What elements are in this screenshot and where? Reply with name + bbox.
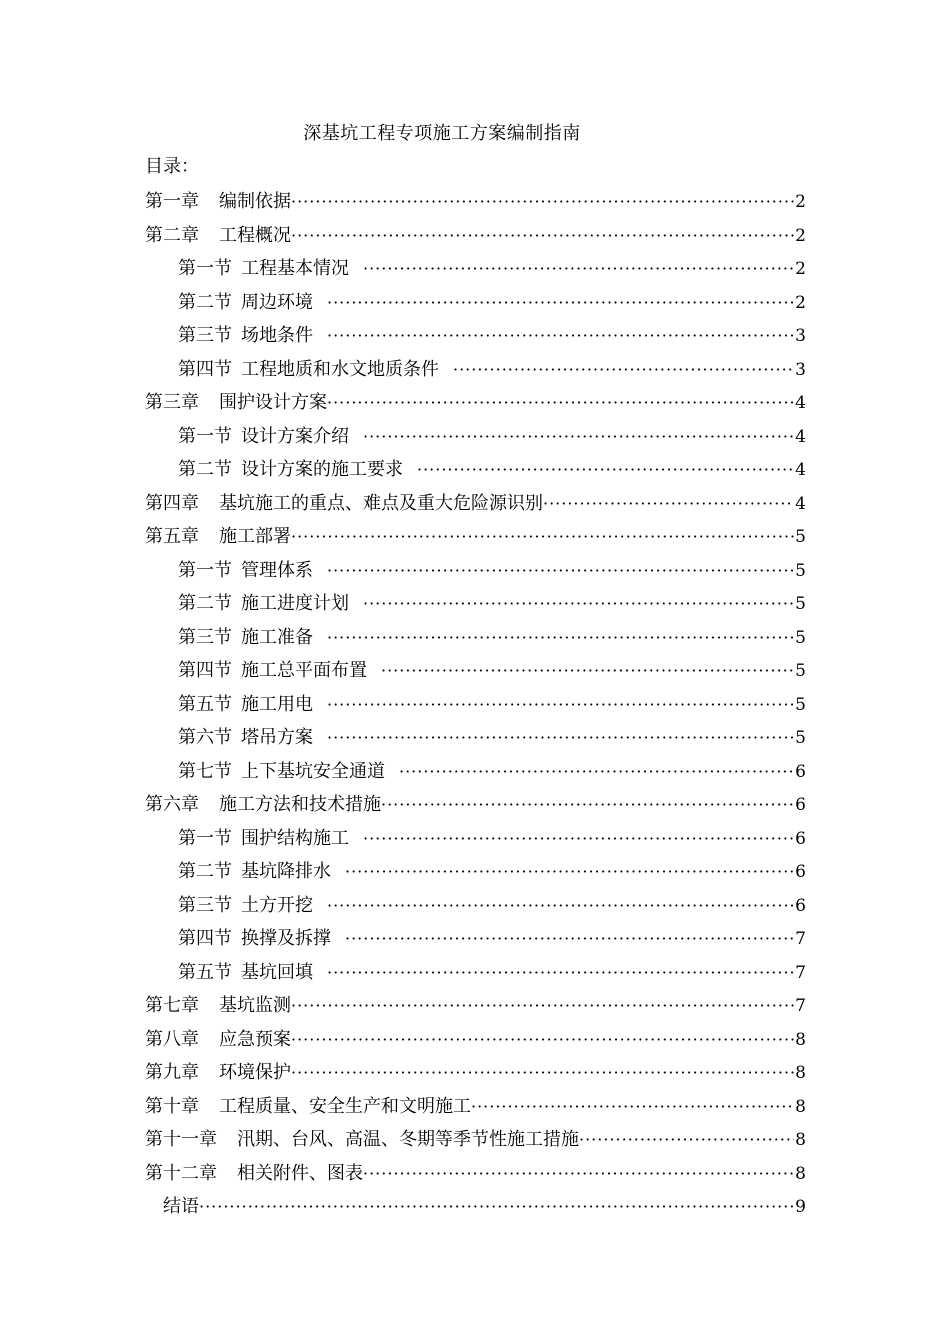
toc-entry-label — [178, 822, 363, 856]
toc-entry-title: 基坑施工的重点、难点及重大危险源识别 — [219, 492, 543, 514]
toc-dot-leader — [327, 956, 794, 990]
toc-entry-page-number: 8 — [795, 1063, 806, 1083]
toc-entry-page-number: 5 — [795, 527, 806, 547]
toc-entry-label — [145, 219, 291, 253]
toc-entry-label — [178, 855, 345, 889]
toc-entry-number: 第五节 — [178, 693, 232, 715]
toc-entry-page-number: 7 — [795, 929, 806, 949]
toc-entry-section[interactable] — [145, 822, 806, 856]
toc-entry-label — [178, 420, 363, 454]
toc-entry-number: 第五章 — [145, 526, 199, 547]
toc-entry-label — [178, 286, 327, 320]
toc-entry-title: 工程概况 — [219, 224, 291, 246]
toc-dot-leader — [327, 319, 794, 353]
toc-dot-leader — [399, 755, 794, 789]
toc-entry-title: 施工部署 — [219, 526, 291, 547]
toc-dot-leader — [327, 688, 794, 722]
toc-entry-label — [178, 721, 327, 755]
toc-entry-title: 编制依据 — [219, 191, 291, 212]
toc-entry-label — [178, 252, 363, 286]
toc-entry-section[interactable] — [145, 319, 806, 353]
toc-entry-section[interactable] — [145, 587, 806, 621]
toc-entry-page-number: 5 — [795, 627, 806, 648]
toc-entry-chapter[interactable] — [145, 487, 806, 521]
toc-entry-number: 第十一章 — [145, 1129, 217, 1150]
toc-entry-label — [178, 621, 327, 655]
toc-entry-section[interactable] — [145, 286, 806, 320]
toc-entry-page-number: 6 — [795, 761, 806, 782]
toc-dot-leader — [327, 889, 794, 923]
table-of-contents — [145, 185, 806, 1224]
toc-entry-title: 设计方案介绍 — [241, 425, 349, 447]
toc-dot-leader — [363, 587, 794, 621]
toc-entry-page-number: 8 — [795, 1163, 806, 1184]
toc-dot-leader — [453, 353, 794, 387]
toc-entry-label — [145, 1157, 363, 1191]
toc-entry-page-number: 4 — [795, 393, 806, 413]
toc-entry-section[interactable] — [145, 956, 806, 990]
toc-entry-label — [178, 654, 381, 688]
toc-entry-label — [145, 1023, 291, 1057]
toc-entry-number: 第一节 — [178, 827, 232, 849]
toc-entry-label — [145, 1123, 579, 1157]
toc-entry-section[interactable] — [145, 922, 806, 956]
toc-entry-label — [178, 453, 417, 487]
toc-dot-leader — [327, 721, 794, 755]
toc-entry-number: 第一章 — [145, 191, 199, 212]
toc-entry-section[interactable] — [145, 420, 806, 454]
toc-entry-title: 管理体系 — [241, 559, 313, 581]
toc-entry-chapter[interactable] — [145, 386, 806, 420]
toc-entry-page-number: 2 — [795, 225, 806, 246]
toc-dot-leader — [471, 1090, 794, 1124]
toc-dot-leader — [327, 386, 794, 420]
toc-entry-label — [145, 989, 291, 1023]
toc-entry-number: 第八章 — [145, 1028, 199, 1050]
toc-entry-number: 第五节 — [178, 961, 232, 983]
toc-entry-title: 基坑监测 — [219, 995, 291, 1016]
toc-entry-chapter[interactable] — [145, 989, 806, 1023]
toc-dot-leader — [579, 1123, 794, 1157]
toc-entry-page-number: 8 — [795, 1130, 806, 1150]
toc-entry-section[interactable] — [145, 654, 806, 688]
toc-entry-page-number: 5 — [795, 560, 806, 581]
toc-entry-number: 第四节 — [178, 928, 232, 949]
toc-entry-title: 环境保护 — [219, 1062, 291, 1083]
toc-entry-page-number: 2 — [795, 292, 806, 313]
toc-entry-number: 第一节 — [178, 258, 232, 279]
toc-entry-number: 第十章 — [145, 1095, 199, 1117]
toc-dot-leader — [345, 922, 794, 956]
toc-entry-number: 第六节 — [178, 727, 232, 748]
toc-entry-number: 第四节 — [178, 358, 232, 380]
toc-entry-label — [145, 788, 381, 822]
toc-entry-title: 汛期、台风、高温、冬期等季节性施工措施 — [237, 1129, 579, 1150]
toc-entry-title: 围护设计方案 — [219, 392, 327, 413]
toc-entry-number: 第二节 — [178, 861, 232, 882]
toc-entry-page-number: 3 — [795, 359, 806, 380]
toc-entry-number: 第三章 — [145, 392, 199, 413]
toc-entry-label — [178, 353, 453, 387]
toc-entry-number: 第七节 — [178, 760, 232, 782]
toc-entry-page-number: 5 — [795, 661, 806, 681]
toc-entry-section[interactable] — [145, 755, 806, 789]
toc-entry-title: 周边环境 — [241, 291, 313, 313]
toc-entry-chapter[interactable] — [145, 788, 806, 822]
toc-entry-title: 施工方法和技术措施 — [219, 794, 381, 815]
toc-entry-number: 第七章 — [145, 995, 199, 1016]
toc-dot-leader — [543, 487, 794, 521]
toc-entry-label — [163, 1190, 199, 1224]
toc-entry-number: 第六章 — [145, 794, 199, 815]
document-title: 深基坑工程专项施工方案编制指南 — [303, 123, 581, 144]
toc-entry-label — [145, 1090, 471, 1124]
toc-dot-leader — [363, 1157, 794, 1191]
toc-entry-label — [178, 587, 363, 621]
toc-entry-page-number: 2 — [795, 192, 806, 212]
toc-dot-leader — [417, 453, 794, 487]
toc-entry-page-number: 7 — [795, 996, 806, 1016]
toc-entry-ending[interactable] — [145, 1190, 806, 1224]
toc-entry-number: 第二节 — [178, 459, 232, 480]
toc-entry-chapter[interactable] — [145, 1056, 806, 1090]
toc-entry-section[interactable] — [145, 621, 806, 655]
toc-dot-leader — [327, 554, 794, 588]
toc-entry-page-number: 8 — [795, 1096, 806, 1117]
toc-entry-page-number: 6 — [795, 862, 806, 882]
toc-entry-section[interactable] — [145, 453, 806, 487]
toc-entry-title: 土方开挖 — [241, 894, 313, 916]
toc-entry-title: 设计方案的施工要求 — [241, 459, 403, 480]
toc-entry-section[interactable] — [145, 688, 806, 722]
toc-entry-section[interactable] — [145, 554, 806, 588]
toc-entry-label — [178, 688, 327, 722]
toc-entry-title: 施工总平面布置 — [241, 660, 367, 681]
toc-entry-label — [178, 922, 345, 956]
toc-entry-section[interactable] — [145, 855, 806, 889]
toc-dot-leader — [381, 788, 794, 822]
toc-entry-page-number: 4 — [795, 426, 806, 447]
toc-entry-page-number: 4 — [795, 493, 806, 514]
toc-dot-leader — [291, 219, 794, 253]
toc-entry-title: 基坑回填 — [241, 961, 313, 983]
toc-entry-title: 工程基本情况 — [241, 258, 349, 279]
toc-entry-label — [178, 755, 399, 789]
toc-entry-section[interactable] — [145, 889, 806, 923]
toc-entry-title: 塔吊方案 — [241, 727, 313, 748]
toc-entry-page-number: 7 — [795, 962, 806, 983]
toc-entry-number: 第二节 — [178, 291, 232, 313]
toc-entry-title: 上下基坑安全通道 — [241, 760, 385, 782]
toc-entry-page-number: 5 — [795, 594, 806, 614]
toc-entry-number: 第二节 — [178, 593, 232, 614]
toc-entry-label — [145, 185, 291, 219]
toc-entry-label — [145, 520, 291, 554]
toc-dot-leader — [327, 621, 794, 655]
toc-heading: 目录： — [145, 156, 199, 177]
toc-dot-leader — [363, 822, 794, 856]
toc-dot-leader — [381, 654, 794, 688]
toc-entry-label — [178, 956, 327, 990]
toc-entry-number: 第十二章 — [145, 1162, 217, 1184]
toc-entry-title: 场地条件 — [241, 325, 313, 346]
toc-dot-leader — [291, 185, 794, 219]
toc-entry-page-number: 5 — [795, 694, 806, 715]
toc-entry-page-number: 4 — [795, 460, 806, 480]
toc-entry-chapter[interactable] — [145, 520, 806, 554]
toc-entry-label — [178, 319, 327, 353]
toc-entry-number: 第一节 — [178, 559, 232, 581]
toc-entry-title: 相关附件、图表 — [237, 1162, 363, 1184]
toc-entry-section[interactable] — [145, 353, 806, 387]
toc-entry-label — [145, 1056, 291, 1090]
toc-entry-title: 结语 — [163, 1196, 199, 1217]
toc-entry-label — [145, 386, 327, 420]
toc-dot-leader — [291, 989, 794, 1023]
toc-entry-page-number: 9 — [795, 1197, 806, 1217]
toc-entry-title: 围护结构施工 — [241, 827, 349, 849]
toc-entry-chapter[interactable] — [145, 219, 806, 253]
toc-entry-page-number: 5 — [795, 728, 806, 748]
toc-dot-leader — [199, 1190, 794, 1224]
toc-dot-leader — [291, 1056, 794, 1090]
toc-entry-label — [145, 487, 543, 521]
toc-entry-page-number: 6 — [795, 828, 806, 849]
toc-entry-label — [178, 554, 327, 588]
toc-entry-number: 第四章 — [145, 492, 199, 514]
toc-dot-leader — [363, 420, 794, 454]
toc-entry-chapter[interactable] — [145, 1023, 806, 1057]
toc-entry-chapter[interactable] — [145, 185, 806, 219]
toc-entry-number: 第三节 — [178, 325, 232, 346]
toc-entry-number: 第二章 — [145, 224, 199, 246]
toc-entry-title: 工程地质和水文地质条件 — [241, 358, 439, 380]
toc-entry-page-number: 3 — [795, 326, 806, 346]
toc-entry-page-number: 2 — [795, 259, 806, 279]
toc-entry-chapter[interactable] — [145, 1157, 806, 1191]
toc-entry-page-number: 6 — [795, 795, 806, 815]
toc-entry-title: 基坑降排水 — [241, 861, 331, 882]
toc-entry-title: 施工用电 — [241, 693, 313, 715]
toc-dot-leader — [345, 855, 794, 889]
toc-entry-section[interactable] — [145, 252, 806, 286]
toc-entry-section[interactable] — [145, 721, 806, 755]
toc-entry-number: 第四节 — [178, 660, 232, 681]
toc-entry-title: 施工进度计划 — [241, 593, 349, 614]
toc-entry-chapter[interactable] — [145, 1123, 806, 1157]
toc-entry-number: 第一节 — [178, 425, 232, 447]
toc-entry-number: 第九章 — [145, 1062, 199, 1083]
toc-entry-number: 第三节 — [178, 626, 232, 648]
toc-entry-title: 换撑及拆撑 — [241, 928, 331, 949]
toc-dot-leader — [363, 252, 794, 286]
toc-entry-title: 施工准备 — [241, 626, 313, 648]
toc-entry-label — [178, 889, 327, 923]
toc-entry-title: 工程质量、安全生产和文明施工 — [219, 1095, 471, 1117]
toc-dot-leader — [291, 520, 794, 554]
toc-entry-page-number: 6 — [795, 895, 806, 916]
toc-dot-leader — [291, 1023, 794, 1057]
toc-entry-chapter[interactable] — [145, 1090, 806, 1124]
toc-entry-page-number: 8 — [795, 1029, 806, 1050]
toc-entry-number: 第三节 — [178, 894, 232, 916]
toc-dot-leader — [327, 286, 794, 320]
toc-entry-title: 应急预案 — [219, 1028, 291, 1050]
